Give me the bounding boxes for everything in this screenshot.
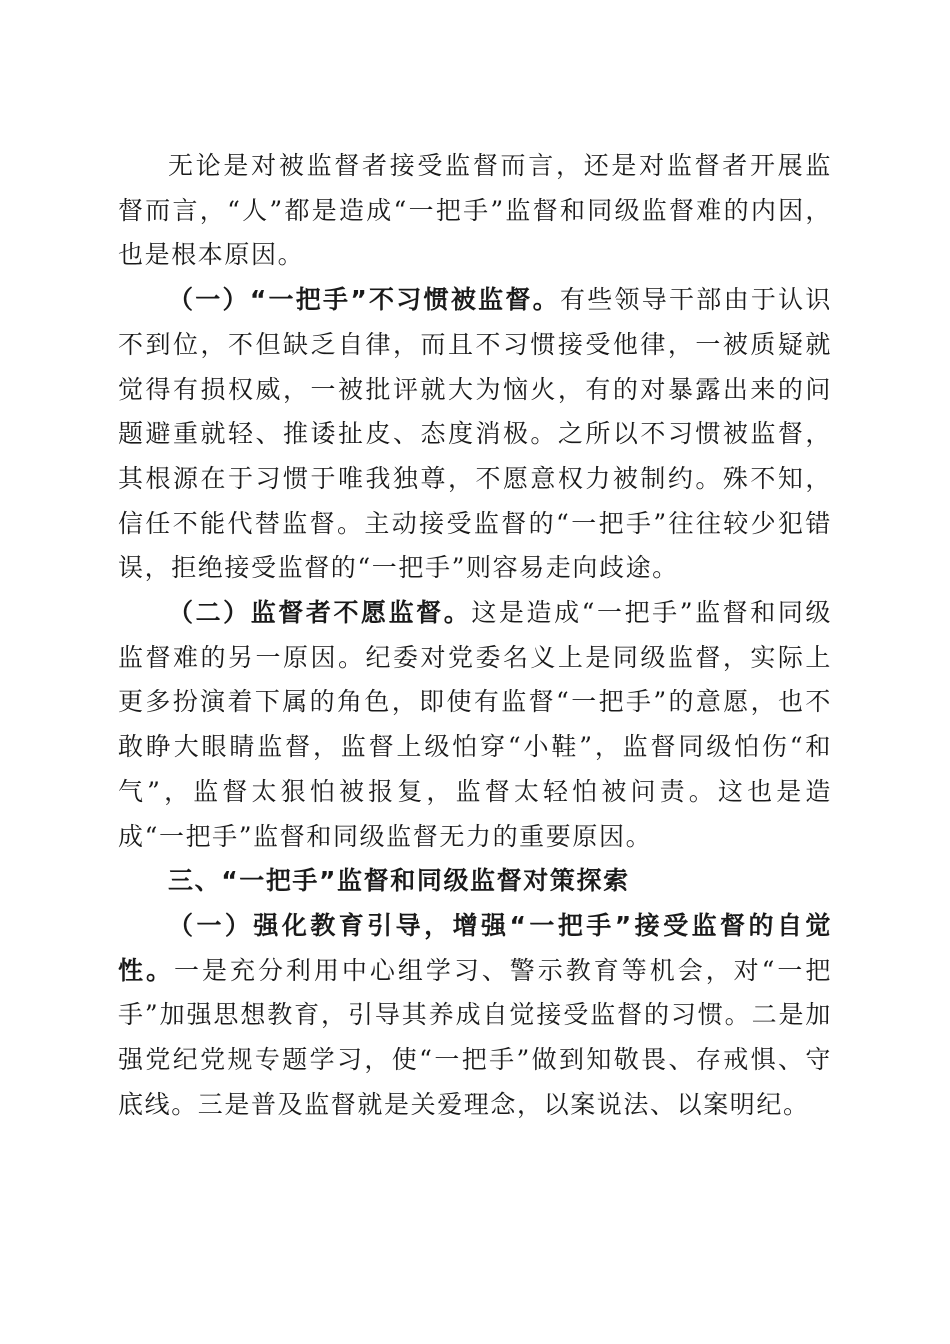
- paragraph-text: 这是造成“一把手”监督和同级监督难的另一原因。纪委对党委名义上是同级监督，实际上更多扮演着下属的角色，即使有监督“一把手”的意愿，也不敢睁大眼睛监督，监督上级怕穿“小鞋”，监督同级怕伤“和气”，监督太狠怕被报复，监督太轻怕被问责。这也是造成“一把手”监督和同级监督无力的重要原因。: [118, 598, 832, 851]
- section-heading: [118, 859, 832, 904]
- paragraph-text: 有些领导干部由于认识不到位，不但缺乏自律，而且不习惯接受他律，一被质疑就觉得有损权威，一被批评就大为恼火，有的对暴露出来的问题避重就轻、推诿扯皮、态度消极。之所以不习惯被监督，其根源在于习惯于唯我独尊，不愿意权力被制约。殊不知，信任不能代替监督。主动接受监督的“一把手”往往较少犯错误，拒绝接受监督的“一把手”则容易走向歧途。: [118, 285, 832, 583]
- section-title: 三、“一把手”监督和同级监督对策探索: [168, 866, 630, 896]
- point-heading: （二）监督者不愿监督。: [168, 598, 472, 628]
- paragraph-point-2: [118, 591, 832, 859]
- measure-heading: （一）强化教育引导，增强“一把手”接受监督的自觉性。: [118, 910, 832, 985]
- paragraph-text: 无论是对被监督者接受监督而言，还是对监督者开展监督而言，“人”都是造成“一把手”监督和同级监督难的内因，也是根本原因。: [118, 151, 832, 270]
- paragraph-point-1: [118, 278, 832, 591]
- document-body: [118, 144, 832, 1127]
- point-heading: （一）“一把手”不习惯被监督。: [168, 285, 560, 315]
- paragraph-text: 一是充分利用中心组学习、警示教育等机会，对“一把手”加强思想教育，引导其养成自觉接受监督的习惯。二是加强党纪党规专题学习，使“一把手”做到知敬畏、存戒惧、守底线。三是普及监督就是关爱理念，以案说法、以案明纪。: [118, 955, 833, 1119]
- paragraph-measure-1: [118, 904, 832, 1128]
- paragraph-intro: [118, 144, 832, 278]
